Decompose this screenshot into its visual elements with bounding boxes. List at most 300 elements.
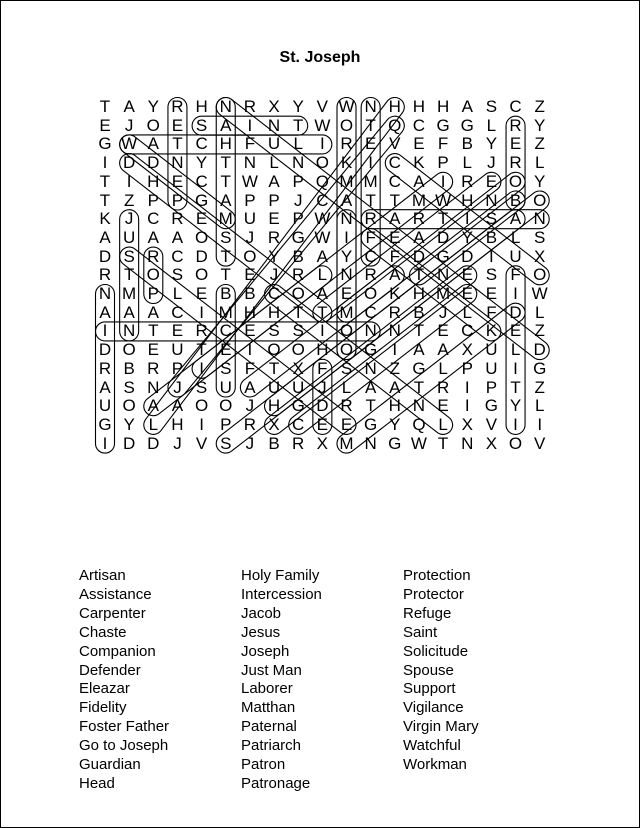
grid-letter: W <box>121 134 138 154</box>
grid-letter: B <box>485 227 498 247</box>
grid-letter: H <box>412 97 426 116</box>
grid-letter: P <box>461 358 473 378</box>
grid-letter: J <box>245 396 255 416</box>
grid-letter: A <box>389 377 401 397</box>
word-list-item: Solicitude <box>403 642 469 660</box>
word-list-item: Protection <box>403 567 471 584</box>
grid-letter: Q <box>315 171 329 191</box>
grid-letter: G <box>291 227 305 247</box>
letter-grid <box>1 1 639 561</box>
grid-letter: G <box>291 396 305 416</box>
grid-letter: S <box>220 227 232 247</box>
grid-letter: O <box>339 115 354 135</box>
grid-letter: U <box>171 340 184 360</box>
grid-letter: E <box>509 134 522 154</box>
grid-letter: N <box>292 153 305 173</box>
grid-letter: F <box>486 302 497 322</box>
grid-letter: Y <box>292 97 304 116</box>
grid-letter: A <box>364 377 377 397</box>
grid-letter: Q <box>388 115 402 135</box>
grid-letter: W <box>338 97 355 116</box>
word-list-item: Protector <box>403 585 464 603</box>
grid-letter: X <box>534 246 546 266</box>
grid-letter: Y <box>509 396 522 416</box>
grid-letter: M <box>339 171 354 191</box>
grid-letter: D <box>147 433 160 453</box>
grid-letter: L <box>293 134 303 154</box>
grid-letter: H <box>219 134 232 154</box>
grid-letter: B <box>220 284 232 303</box>
word-list-item: Matthan <box>241 699 296 717</box>
word-list-item: Patron <box>241 756 286 774</box>
grid-letter: P <box>292 171 304 191</box>
grid-letter: I <box>199 302 204 322</box>
grid-letter: X <box>268 414 280 434</box>
grid-letter: V <box>195 433 208 453</box>
grid-letter: M <box>122 284 137 303</box>
grid-letter: T <box>196 340 207 360</box>
grid-letter: B <box>268 433 280 453</box>
grid-letter: Y <box>268 246 280 266</box>
grid-letter: I <box>126 171 132 191</box>
grid-letter: S <box>220 433 232 453</box>
word-list-item: Foster Father <box>79 718 170 736</box>
grid-letter: G <box>436 246 450 266</box>
grid-letter: H <box>267 302 281 322</box>
grid-letter: B <box>461 134 473 154</box>
grid-letter: Z <box>389 358 400 378</box>
grid-letter: J <box>269 265 279 285</box>
grid-letter: T <box>292 115 304 135</box>
grid-letter: B <box>413 302 425 322</box>
grid-letter: N <box>267 115 281 135</box>
grid-letter: O <box>315 153 329 173</box>
grid-letter: Y <box>389 414 401 434</box>
grid-letter: A <box>437 340 449 360</box>
grid-letter: A <box>413 340 425 360</box>
grid-letter: G <box>98 134 112 154</box>
grid-letter: R <box>267 227 281 247</box>
grid-letter: R <box>461 171 474 191</box>
grid-letter: T <box>123 265 135 285</box>
grid-letter: I <box>368 153 373 173</box>
grid-letter: M <box>339 433 354 453</box>
grid-letter: R <box>98 265 112 285</box>
grid-letter: C <box>316 190 329 210</box>
grid-letter: E <box>195 284 208 303</box>
word-list-item: Fidelity <box>79 699 127 717</box>
grid-letter: I <box>464 377 470 397</box>
grid-letter: E <box>171 171 184 191</box>
grid-letter: P <box>147 190 159 210</box>
grid-letter: N <box>364 433 377 453</box>
grid-letter: G <box>533 358 547 378</box>
grid-letter: O <box>339 321 354 341</box>
word-list-item: Chaste <box>79 623 127 641</box>
grid-letter: I <box>319 321 325 341</box>
grid-letter: R <box>243 414 257 434</box>
grid-letter: S <box>195 115 208 135</box>
grid-letter: Y <box>534 171 546 191</box>
grid-letter: T <box>220 171 231 191</box>
grid-letter: D <box>123 153 136 173</box>
word-list-item: Patronage <box>241 774 311 792</box>
word-list-column-2 <box>241 567 322 794</box>
grid-letter: X <box>461 340 473 360</box>
grid-letter: R <box>509 153 522 173</box>
grid-letter: R <box>388 302 401 322</box>
grid-letter: T <box>220 265 231 285</box>
grid-letter: I <box>102 153 108 173</box>
word-list-item: Virgin Mary <box>403 718 479 736</box>
grid-letter: D <box>195 246 208 266</box>
grid-letter: P <box>485 377 498 397</box>
grid-letter: X <box>292 358 304 378</box>
grid-letter: P <box>171 190 184 210</box>
grid-letter: T <box>365 396 376 416</box>
grid-letter: N <box>461 433 474 453</box>
word-list-item: Go to Joseph <box>79 737 169 755</box>
grid-letter: A <box>147 227 159 247</box>
grid-letter: U <box>219 377 232 397</box>
grid-letter: S <box>534 227 546 247</box>
grid-letter: G <box>98 414 112 434</box>
grid-letter: A <box>316 246 329 266</box>
grid-letter: J <box>173 377 182 397</box>
grid-letter: R <box>171 97 184 116</box>
grid-letter: T <box>365 190 376 210</box>
grid-letter: H <box>267 396 281 416</box>
grid-letter: D <box>436 227 450 247</box>
grid-letter: W <box>314 209 331 229</box>
word-list-item: Carpenter <box>79 604 146 622</box>
grid-letter: G <box>388 433 402 453</box>
grid-letter: Z <box>534 134 545 154</box>
grid-letter: V <box>389 134 401 154</box>
grid-letter: I <box>247 115 253 135</box>
grid-letter: M <box>218 209 233 229</box>
grid-letter: H <box>388 396 401 416</box>
grid-letter: E <box>316 414 329 434</box>
grid-letter: Y <box>461 227 473 247</box>
grid-letter: H <box>147 171 160 191</box>
grid-letter: E <box>340 284 353 303</box>
grid-letter: N <box>436 265 450 285</box>
grid-letter: A <box>244 377 256 397</box>
grid-letter: E <box>171 321 184 341</box>
grid-letter: H <box>316 340 329 360</box>
grid-letter: A <box>389 209 401 229</box>
grid-letter: F <box>365 227 376 247</box>
grid-letter: S <box>292 321 304 341</box>
grid-letter: Z <box>534 97 545 116</box>
grid-letter: G <box>364 340 378 360</box>
grid-letter: C <box>267 284 281 303</box>
grid-letter: W <box>410 433 427 453</box>
grid-letter: A <box>99 227 111 247</box>
grid-letter: J <box>245 227 255 247</box>
word-list-item: Defender <box>79 661 141 679</box>
grid-letter: F <box>389 246 400 266</box>
word-list-item: Patriarch <box>241 737 302 755</box>
grid-letter: U <box>123 227 136 247</box>
grid-letter: K <box>389 284 401 303</box>
grid-letter: V <box>316 97 329 116</box>
grid-letter: T <box>148 321 159 341</box>
word-list-item: Support <box>403 680 456 698</box>
grid-letter: R <box>412 209 426 229</box>
grid-letter: A <box>268 171 280 191</box>
grid-letter: T <box>99 97 111 116</box>
grid-letter: E <box>340 414 353 434</box>
grid-letter: A <box>123 302 135 322</box>
grid-letter: A <box>461 97 473 116</box>
grid-letter: R <box>340 134 353 154</box>
grid-letter: L <box>438 358 448 378</box>
grid-letter: M <box>363 171 378 191</box>
grid-letter: O <box>533 190 547 210</box>
grid-letter: E <box>244 321 256 341</box>
grid-letter: F <box>317 358 328 378</box>
grid-letter: X <box>268 97 280 116</box>
grid-letter: G <box>436 115 450 135</box>
grid-letter: S <box>220 358 232 378</box>
grid-letter: O <box>194 227 209 247</box>
grid-letter: S <box>171 265 184 285</box>
grid-letter: M <box>411 190 427 210</box>
grid-letter: O <box>508 433 523 453</box>
word-list-item: Companion <box>79 642 156 660</box>
grid-letter: I <box>319 134 325 154</box>
grid-letter: K <box>99 209 111 229</box>
grid-letter: F <box>510 265 521 285</box>
grid-letter: R <box>509 115 522 135</box>
grid-letter: N <box>147 377 160 397</box>
grid-letter: V <box>485 414 498 434</box>
grid-letter: E <box>413 134 425 154</box>
grid-letter: C <box>195 134 208 154</box>
grid-letter: N <box>364 321 377 341</box>
grid-letter: T <box>413 265 425 285</box>
grid-letter: C <box>461 321 474 341</box>
grid-letter: P <box>292 209 304 229</box>
grid-letter: A <box>123 97 135 116</box>
grid-letter: P <box>244 190 256 210</box>
grid-letter: E <box>437 321 449 341</box>
grid-letter: A <box>147 302 159 322</box>
word-list-item: Artisan <box>79 567 126 584</box>
grid-letter: U <box>267 377 281 397</box>
grid-letter: R <box>147 246 160 266</box>
grid-letter: R <box>98 358 112 378</box>
grid-letter: C <box>388 171 401 191</box>
grid-letter: E <box>171 115 184 135</box>
grid-letter: T <box>220 246 231 266</box>
word-list-item: Intercession <box>241 585 322 603</box>
grid-letter: N <box>123 321 136 341</box>
grid-letter: H <box>412 284 426 303</box>
grid-letter: L <box>317 265 328 285</box>
grid-letter: O <box>194 396 209 416</box>
grid-letter: P <box>220 414 232 434</box>
grid-letter: A <box>147 396 159 416</box>
word-list-item: Jacob <box>241 604 282 622</box>
grid-letter: A <box>220 190 232 210</box>
grid-letter: R <box>171 209 184 229</box>
grid-letter: O <box>508 171 523 191</box>
grid-letter: W <box>531 284 548 303</box>
grid-letter: C <box>171 302 184 322</box>
grid-letter: E <box>461 265 473 285</box>
grid-letter: A <box>509 209 522 229</box>
grid-letter: H <box>436 97 450 116</box>
grid-letter: L <box>341 377 352 397</box>
grid-letter: K <box>340 153 353 173</box>
word-list-column-1 <box>79 567 169 794</box>
grid-letter: L <box>510 227 521 247</box>
grid-letter: S <box>485 97 498 116</box>
grid-letter: X <box>316 433 329 453</box>
grid-letter: D <box>412 246 426 266</box>
grid-letter: C <box>509 97 522 116</box>
grid-letter: C <box>364 246 377 266</box>
grid-letter: B <box>123 358 135 378</box>
grid-letter: I <box>344 227 349 247</box>
grid-letter: U <box>267 134 281 154</box>
grid-letter: N <box>364 358 377 378</box>
grid-letter: Z <box>123 190 135 210</box>
grid-letter: K <box>413 153 425 173</box>
word-list-column-3 <box>403 567 479 775</box>
grid-letter: D <box>123 433 136 453</box>
grid-letter: U <box>243 209 257 229</box>
grid-letter: T <box>317 302 328 322</box>
grid-letter: I <box>464 396 470 416</box>
word-list-item: Assistance <box>79 585 152 603</box>
grid-letter: F <box>437 134 449 154</box>
grid-letter: O <box>122 340 136 360</box>
grid-letter: I <box>513 414 518 434</box>
word-list-item: Spouse <box>403 661 454 679</box>
grid-letter: J <box>487 153 496 173</box>
grid-letter: T <box>413 377 425 397</box>
grid-letter: A <box>99 302 111 322</box>
grid-letter: L <box>269 153 279 173</box>
grid-letter: E <box>509 321 522 341</box>
grid-letter: C <box>219 321 232 341</box>
grid-letter: R <box>364 265 377 285</box>
grid-letter: E <box>99 115 111 135</box>
grid-letter: A <box>316 284 329 303</box>
grid-letter: J <box>124 209 134 229</box>
grid-letter: E <box>485 284 498 303</box>
word-list-item: Joseph <box>241 642 290 660</box>
grid-letter: E <box>461 284 473 303</box>
grid-letter: I <box>199 358 204 378</box>
grid-letter: Y <box>123 414 135 434</box>
grid-letter: O <box>533 265 547 285</box>
grid-letter: G <box>484 396 498 416</box>
grid-letter: S <box>268 321 280 341</box>
grid-letter: G <box>412 358 426 378</box>
grid-letter: M <box>436 284 451 303</box>
grid-letter: R <box>292 265 305 285</box>
grid-letter: B <box>244 284 256 303</box>
grid-letter: O <box>122 396 136 416</box>
grid-letter: D <box>509 302 522 322</box>
grid-letter: U <box>509 246 522 266</box>
grid-letter: R <box>436 377 450 397</box>
grid-letter: F <box>244 358 256 378</box>
grid-letter: O <box>364 284 378 303</box>
grid-letter: A <box>340 190 353 210</box>
grid-letter: I <box>537 414 543 434</box>
grid-letter: O <box>194 265 209 285</box>
grid-letter: L <box>510 340 521 360</box>
grid-letter: C <box>292 414 305 434</box>
grid-letter: N <box>485 190 498 210</box>
grid-letter: E <box>195 209 208 229</box>
word-list-item: Holy Family <box>241 567 320 584</box>
grid-letter: I <box>199 414 204 434</box>
grid-letter: L <box>534 396 545 416</box>
grid-letter: F <box>244 134 256 154</box>
grid-letter: A <box>99 377 111 397</box>
grid-letter: E <box>389 227 401 247</box>
grid-letter: E <box>437 396 449 416</box>
grid-letter: X <box>485 433 498 453</box>
grid-letter: C <box>171 246 184 266</box>
grid-letter: O <box>146 265 160 285</box>
word-list-item: Laborer <box>241 680 293 698</box>
grid-letter: P <box>171 358 184 378</box>
grid-letter: E <box>364 134 377 154</box>
word-list-item: Workman <box>403 756 467 774</box>
grid-letter: E <box>244 265 256 285</box>
grid-letter: D <box>98 340 112 360</box>
grid-letter: L <box>486 115 497 135</box>
grid-letter: G <box>460 115 474 135</box>
grid-letter: R <box>364 209 377 229</box>
grid-letter: D <box>316 396 329 416</box>
grid-letter: U <box>485 340 498 360</box>
grid-letter: T <box>99 171 111 191</box>
grid-letter: G <box>194 190 209 210</box>
word-list-item: Jesus <box>241 623 281 641</box>
grid-letter: R <box>292 433 305 453</box>
grid-letter: T <box>437 209 449 229</box>
grid-letter: A <box>413 171 425 191</box>
grid-letter: S <box>485 209 498 229</box>
grid-letter: U <box>292 377 305 397</box>
grid-letter: I <box>440 171 446 191</box>
grid-letter: I <box>464 209 470 229</box>
grid-letter: Z <box>534 377 545 397</box>
grid-letter: A <box>171 227 184 247</box>
grid-letter: U <box>485 358 498 378</box>
grid-letter: L <box>148 414 159 434</box>
grid-letter: W <box>314 115 331 135</box>
grid-letter: J <box>173 433 182 453</box>
grid-letter: L <box>462 153 472 173</box>
grid-letter: N <box>388 321 401 341</box>
grid-letter: Y <box>340 246 353 266</box>
grid-letter: N <box>243 153 257 173</box>
grid-letter: C <box>195 171 208 191</box>
grid-letter: R <box>195 321 208 341</box>
grid-letter: A <box>220 115 232 135</box>
grid-letter: E <box>147 340 159 360</box>
